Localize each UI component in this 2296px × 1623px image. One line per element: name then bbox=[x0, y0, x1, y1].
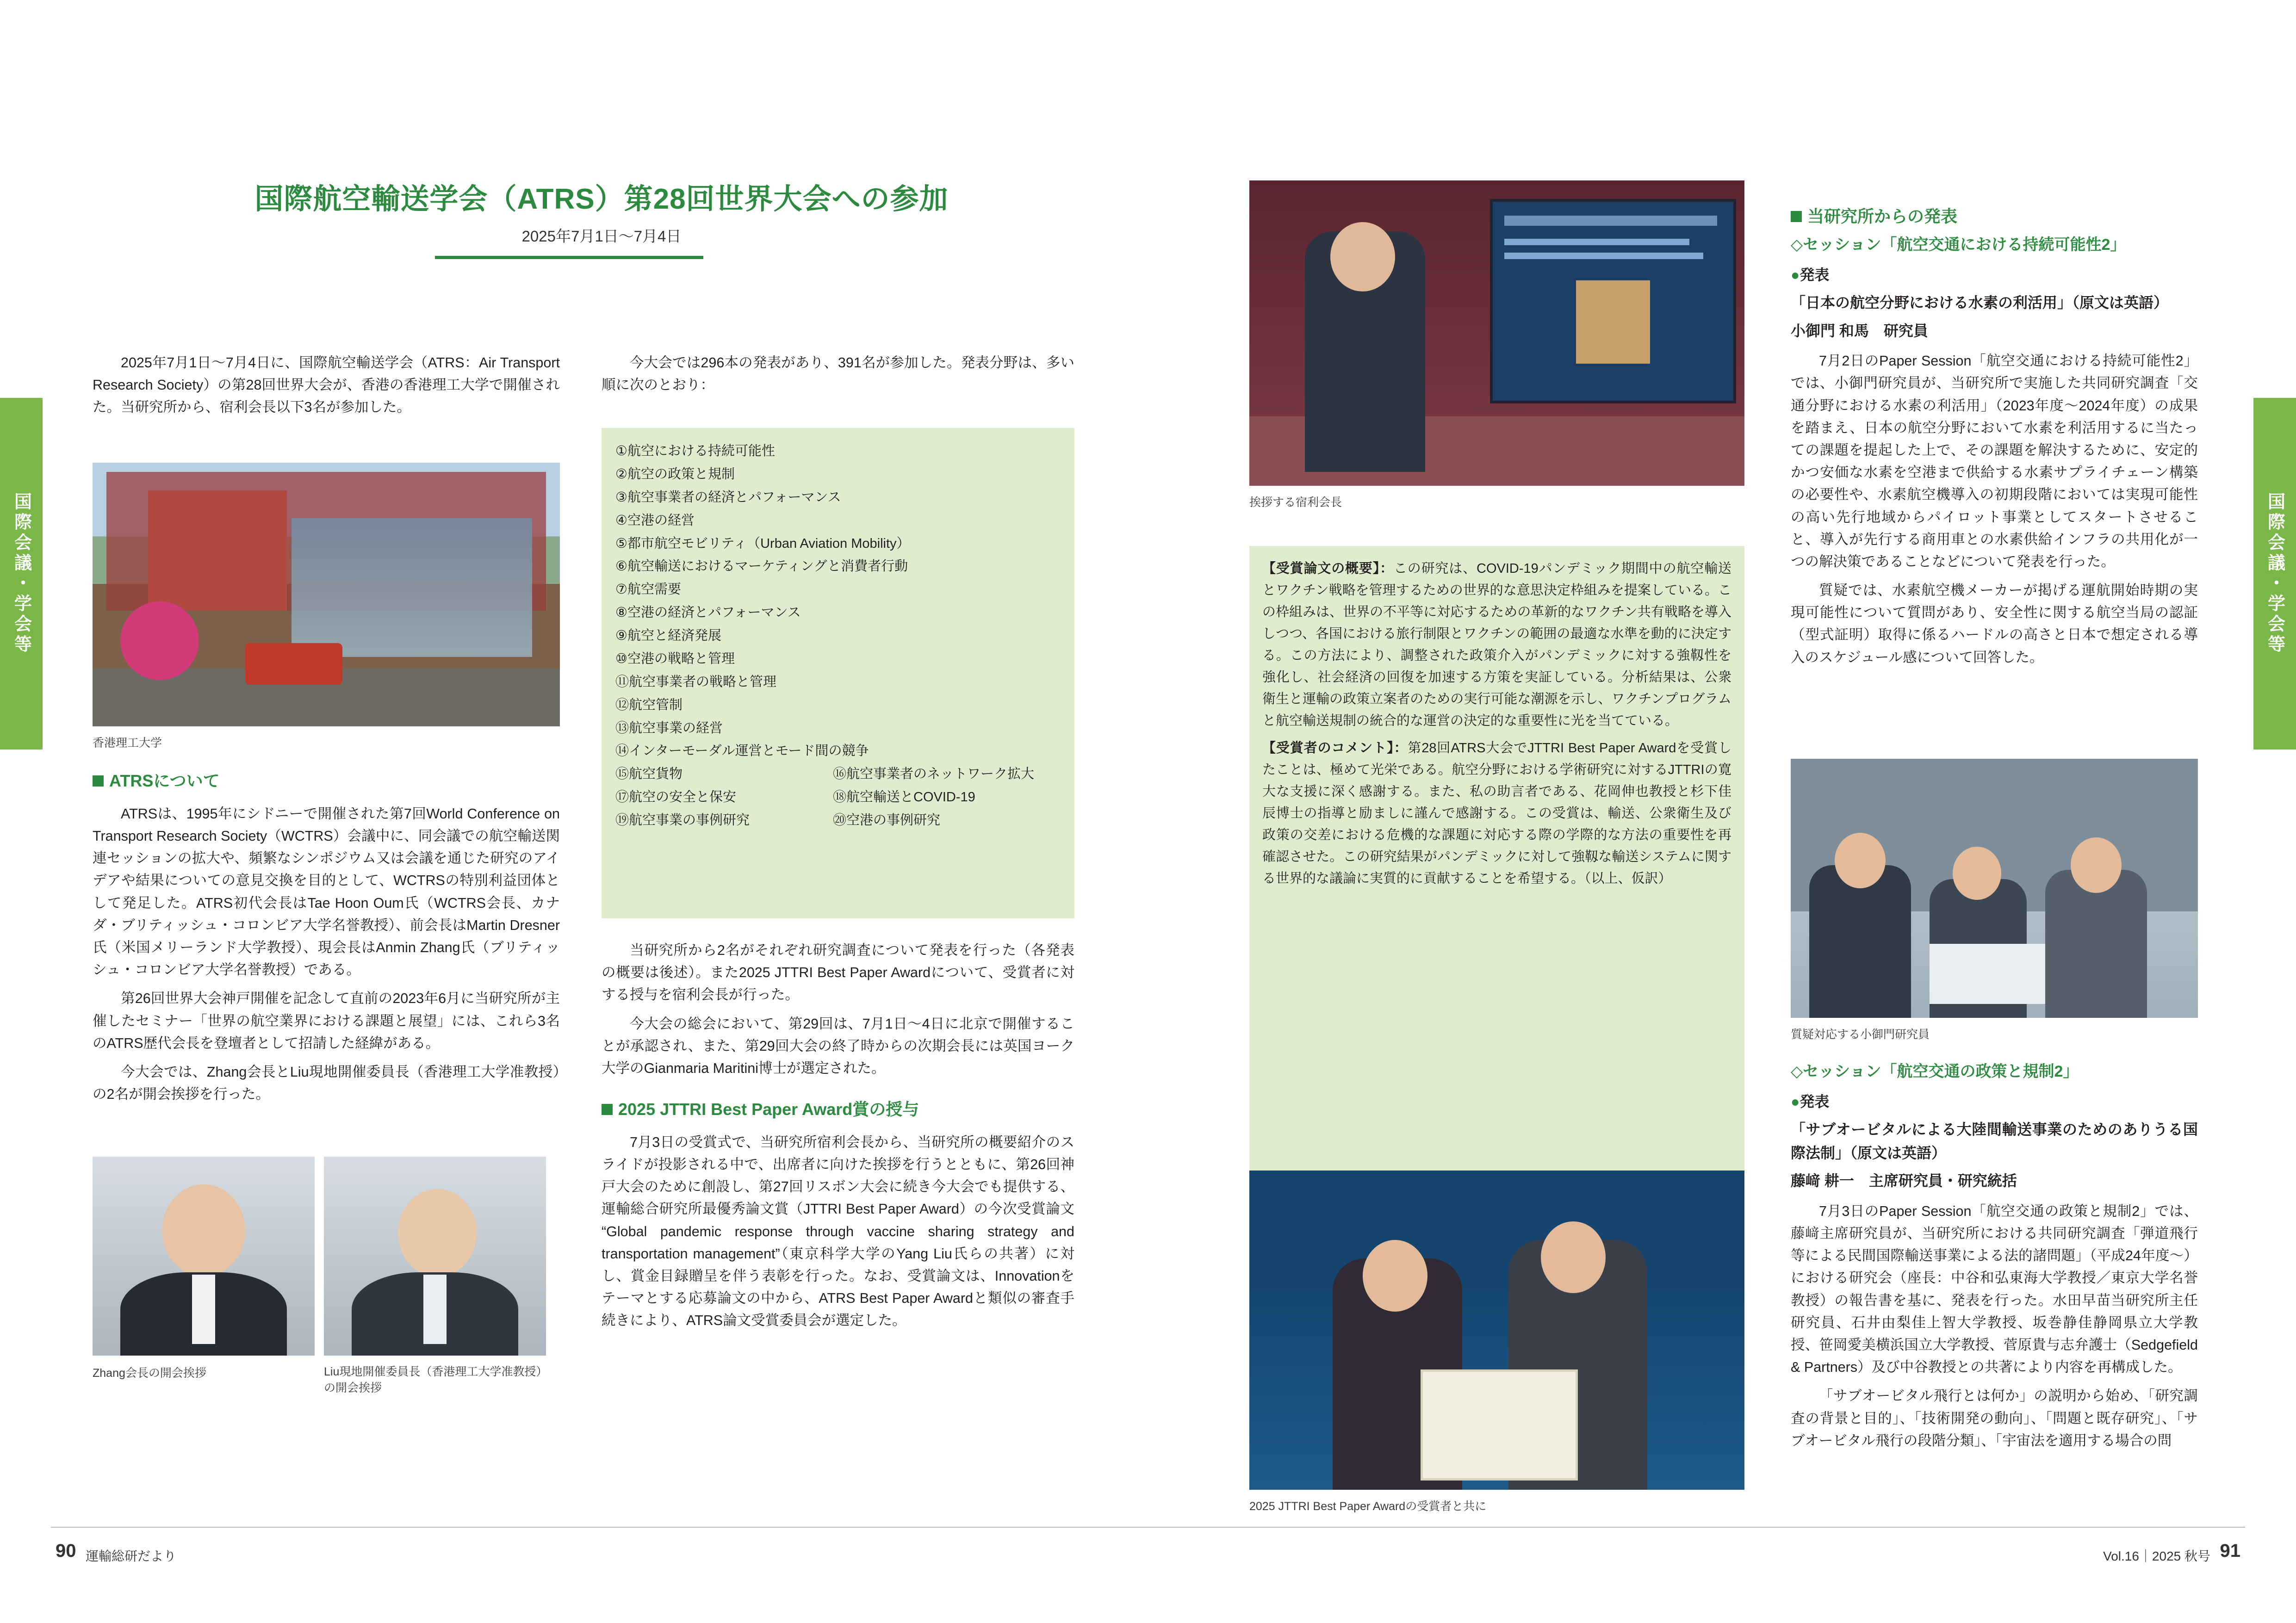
heading-about-atrs bbox=[93, 768, 560, 794]
col2-paragraph-2: 当研究所から2名がそれぞれ研究調査について発表を行った（各発表の概要は後述）。また2025 JTTRI Best Paper Awardについて、受賞者に対する授与を宿利会長が行った。 bbox=[602, 942, 1074, 1003]
heading-about-atrs-label: ATRSについて bbox=[109, 771, 220, 790]
heading-session-1-label: セッション「航空交通における持続可能性2」 bbox=[1803, 235, 2126, 254]
caption-speaker: 挨拶する宿利会長 bbox=[1249, 496, 1342, 509]
topic-item: ⑥航空輸送におけるマーケティングと消費者行動 bbox=[615, 559, 908, 574]
col4-paragraph-1: 7月2日のPaper Session「航空交通における持続可能性2」では、小御門研究員が、当研究所で実施した共同研究調査「交通分野における水素の利活用」（2023年度〜2024年度）の成果を踏まえ、日本の航空分野において水素を利活用するに当たっての課題を提起した上で、その課題を解決するために、安定的かつ安価な水素を空港まで供給する水素サプライチェーン構築の必要性や、水素航空機導入の初期段階においては実現可能性の高い先行地域からパイロット事業としてスタートさせること、導入が先行する商用車との水素供給インフラの共用化が一つの解決策であることなどについて発表を行った。 bbox=[1791, 353, 2198, 570]
photo-zhang bbox=[93, 1157, 315, 1356]
caption-liu: Liu現地開催委員長（香港理工大学准教授）の開会挨拶 bbox=[324, 1365, 542, 1394]
photo-campus bbox=[93, 463, 560, 726]
topic-item: ⑱航空輸送とCOVID-19 bbox=[833, 790, 975, 805]
topics-list bbox=[615, 440, 1061, 832]
footer-text-right: Vol.16｜2025 秋号 bbox=[2103, 1549, 2210, 1563]
topic-item: ⑬航空事業の経営 bbox=[615, 720, 723, 736]
heading-best-paper-award-label: 2025 JTTRI Best Paper Award賞の授与 bbox=[618, 1100, 919, 1119]
heading-institute-presentations bbox=[1791, 204, 2198, 230]
topic-item: ⑲航空事業の事例研究 bbox=[615, 813, 750, 828]
photo-award-ceremony bbox=[1249, 1171, 1744, 1490]
topic-item: ⑭インターモーダル運営とモード間の競争 bbox=[615, 743, 869, 759]
award-comment-label: 【受賞者のコメント】： bbox=[1262, 740, 1408, 756]
caption-zhang: Zhang会長の開会挨拶 bbox=[93, 1367, 206, 1380]
photo-qa-session bbox=[1791, 759, 2198, 1018]
award-summary bbox=[1262, 558, 1731, 732]
column-2-body bbox=[602, 939, 1074, 1086]
column-1-intro bbox=[93, 352, 560, 425]
topic-item: ②航空の政策と規制 bbox=[615, 466, 735, 482]
topic-item: ①航空における持続可能性 bbox=[615, 444, 775, 458]
caption-qa-session: 質疑対応する小御門研究員 bbox=[1791, 1028, 1930, 1041]
topic-item: ⑳空港の事例研究 bbox=[833, 813, 941, 828]
footer-divider bbox=[51, 1527, 2245, 1528]
col1-paragraph-2: ATRSは、1995年にシドニーで開催された第7回World Conference on Transport Research Society（WCTRS）会議中に、同会議での航空輸送関連セッションの拡大や、頻繁なシンポジウム又は会議を通じた研究のアイデアや結果についての意見交換を目的として、WCTRSの特別利益団体として発足した。ATRS初代会長はTae Hoon Oum氏（WCTRS会長、カナダ・ブリティッシュ・コロンビア大学名誉教授）、前会長はMartin Dresner氏（米国メリーランド大学教授）、現会長はAnmin Zhang氏（ブリティッシュ・コロンビア大学名誉教授）である。 bbox=[93, 805, 560, 978]
heading-session-2-label: セッション「航空交通の政策と規制2」 bbox=[1803, 1063, 2079, 1080]
label-presentation-1: ●発表 bbox=[1791, 266, 1830, 283]
col4-paragraph-3: 7月3日のPaper Session「航空交通の政策と規制2」では、藤﨑主席研究員が、当研究所における共同研究調査「弾道飛行等による民間国際輸送事業による法的諸問題」（平成24年度〜）における研究会（座長：中谷和弘東海大学教授／東京大学名誉教授）の報告書を基に、発表を行った。水田早苗当研究所主任研究員、石井由梨佳上智大学教授、坂巻静佳静岡県立大学教授、笹岡愛美横浜国立大学教授、菅原貴与志弁護士（Sedgefield & Partners）及び中谷教授との共著により内容を再構成した。 bbox=[1791, 1203, 2198, 1375]
label-presentation-2-text: 発表 bbox=[1800, 1093, 1830, 1110]
award-summary-text: この研究は、COVID-19パンデミック期間中の航空輸送とワクチン戦略を管理するための世界的な意思決定枠組みを提案している。この枠組みは、世界の不平等に対応するための革新的なワクチン共有戦略を導入しつつ、各国における旅行制限とワクチンの範囲の最適な水準を動的に決定する。この方法により、調整された政策介入がパンデミックに対する強靱性を強化し、社会経済の回復を加速する方策を実証している。分析結果は、公衆衛生と運輸の政策立案者のための実行可能な潮源を示し、ワクチンプログラムと航空輸送規制の統合的な運営の決定的な重要性に光を当てている。 bbox=[1262, 561, 1731, 728]
heading-best-paper-award bbox=[602, 1096, 1074, 1123]
paper-1-author: 小御門 和馬 研究員 bbox=[1791, 322, 1928, 339]
heading-session-2: ◇セッション「航空交通の政策と規制2」 bbox=[1791, 1063, 2079, 1080]
paper-1-title: 「日本の航空分野における水素の利活用」（原文は英語） bbox=[1791, 294, 2169, 311]
col4-paragraph-4: 「サブオービタル飛行とは何か」の説明から始め、「研究調査の背景と目的」、「技術開発の動向」、「問題と既存研究」、「サブオービタル飛行の段階分類」、「宇宙法を適用する場合の問 bbox=[1791, 1388, 2198, 1449]
heading-session-1: ◇セッション「航空交通における持続可能性2」 bbox=[1791, 235, 2126, 254]
side-tab-left: 国際会議・学会等 bbox=[0, 398, 43, 750]
photo-speaker bbox=[1249, 180, 1744, 486]
topic-item-pair bbox=[615, 809, 1061, 832]
side-tab-right: 国際会議・学会等 bbox=[2253, 398, 2296, 750]
col2-paragraph-4: 7月3日の受賞式で、当研究所宿利会長から、当研究所の概要紹介のスライドが投影される中で、出席者に向けた挨拶を行うとともに、第26回神戸大会のために創設し、第27回リスボン大会に続き今大会でも提供する、運輸総合研究所最優秀論文賞（JTTRI Best Paper Award）の今次受賞論文 “Global pandemic response through vaccine sharing strategy and transportation management”（東京科学大学のYang Liu氏らの共著）に対し、賞金目録贈呈を伴う表彰を行った。なお、受賞論文は、Innovationをテーマとする応募論文の中から、ATRS Best Paper Awardと類似の審査手続きにより、ATRS論文受賞委員会が選定した。 bbox=[602, 1134, 1074, 1329]
column-4-top bbox=[1791, 204, 2198, 675]
heading-institute-presentations-label: 当研究所からの発表 bbox=[1807, 207, 1958, 226]
topic-item: ⑮航空貨物 bbox=[615, 767, 683, 782]
caption-award-ceremony: 2025 JTTRI Best Paper Awardの受賞者と共に bbox=[1249, 1500, 1487, 1513]
topic-item: ⑯航空事業者のネットワーク拡大 bbox=[833, 767, 1035, 782]
topic-item: ⑦航空需要 bbox=[615, 582, 681, 597]
label-presentation-1-text: 発表 bbox=[1800, 266, 1830, 283]
col2-paragraph-1: 今大会では296本の発表があり、391名が参加した。発表分野は、多い順に次のとおり： bbox=[602, 355, 1074, 393]
topic-item: ⑪航空事業者の戦略と管理 bbox=[615, 674, 777, 689]
topic-item: ⑰航空の安全と保安 bbox=[615, 790, 737, 805]
caption-campus: 香港理工大学 bbox=[93, 737, 162, 750]
footer-page-number-right: 91 bbox=[2220, 1541, 2240, 1561]
topics-list-box bbox=[602, 428, 1074, 918]
photo-liu bbox=[324, 1157, 546, 1356]
column-1-atrs bbox=[93, 768, 560, 1112]
page-title: 国際航空輸送学会（ATRS）第28回世界大会への参加 bbox=[254, 183, 949, 215]
topic-item: ⑤都市航空モビリティ（Urban Aviation Mobility） bbox=[615, 536, 910, 551]
topic-item: ⑧空港の経済とパフォーマンス bbox=[615, 605, 801, 620]
col1-paragraph-1: 2025年7月1日〜7月4日に、国際航空輸送学会（ATRS：Air Transport Research Society）の第28回世界大会が、香港の香港理工大学で開催された。当研究所から、宿利会長以下3名が参加した。 bbox=[93, 355, 560, 415]
topic-item-pair bbox=[615, 763, 1061, 786]
col1-paragraph-4: 今大会では、Zhang会長とLiu現地開催委員長（香港理工大学准教授）の2名が開会挨拶を行った。 bbox=[93, 1064, 560, 1103]
col1-paragraph-3: 第26回世界大会神戸開催を記念して直前の2023年6月に当研究所が主催したセミナー「世界の航空業界における課題と展望」には、これら3名のATRS歴代会長を登壇者として招請した経緯がある。 bbox=[93, 991, 560, 1051]
award-comment bbox=[1262, 737, 1731, 890]
award-comment-text: 第28回ATRS大会でJTTRI Best Paper Awardを受賞したことは、極めて光栄である。航空分野における学術研究に対するJTTRIの寛大な支援に深く感謝する。また、私の助言者である、花岡伸也教授と杉下佳辰博士の指導と励ましに謹んで感謝する。この受賞は、輸送、公衆衛生及び政策の交差における危機的な課題に対応する際の学際的な方法の重要性を再確認させた。この研究結果がパンデミックに対して強靱な輸送システムに関する世界的な議論に実質的に貢献することを希望する。（以上、仮訳） bbox=[1262, 740, 1731, 886]
footer-page-number-left: 90 bbox=[56, 1541, 76, 1561]
topic-item-pair bbox=[615, 786, 1061, 809]
award-paper-box bbox=[1249, 546, 1744, 1217]
topic-item: ⑫航空管制 bbox=[615, 697, 683, 712]
col4-paragraph-2: 質疑では、水素航空機メーカーが掲げる運航開始時期の実現可能性について質問があり、安全性に関する航空当局の認証（型式証明）取得に係るハードルの高さと日本で想定される導入のスケジュール感について回答した。 bbox=[1791, 582, 2198, 665]
award-summary-label: 【受賞論文の概要】： bbox=[1262, 561, 1394, 576]
footer-text-left: 運輸総研だより bbox=[86, 1549, 177, 1563]
page-subtitle: 2025年7月1日〜7月4日 bbox=[521, 228, 682, 245]
topic-item: ④空港の経営 bbox=[615, 513, 695, 528]
column-2-intro bbox=[602, 352, 1074, 403]
column-4-bottom bbox=[1791, 1059, 2198, 1458]
label-presentation-2: ●発表 bbox=[1791, 1093, 1830, 1110]
topic-item: ⑨航空と経済発展 bbox=[615, 628, 721, 643]
paper-2-title: 「サブオービタルによる大陸間輸送事業のためのありうる国際法制」（原文は英語） bbox=[1791, 1121, 2198, 1161]
topic-item: ⑩空港の戦略と管理 bbox=[615, 651, 735, 666]
column-2-award bbox=[602, 1096, 1074, 1338]
topic-item: ③航空事業者の経済とパフォーマンス bbox=[615, 489, 841, 505]
paper-2-author: 藤﨑 耕一 主席研究員・研究統括 bbox=[1791, 1172, 2017, 1189]
title-rule bbox=[435, 256, 703, 259]
col2-paragraph-3: 今大会の総会において、第29回は、7月1日〜4日に北京で開催することが承認され、また、第29回大会の終了時からの次期会長には英国ヨーク大学のGianmaria Maritini博士が選定された。 bbox=[602, 1016, 1074, 1076]
